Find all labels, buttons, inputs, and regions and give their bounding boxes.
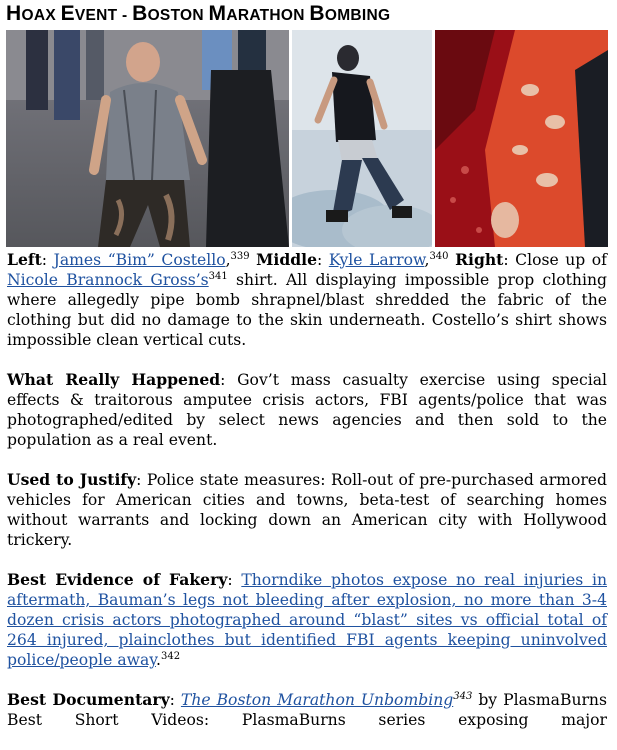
document-body [7,250,607,750]
footnote-339: 339 [230,250,250,262]
what-happened-paragraph: What Really Happened: Gov’t mass casualty exercise using special effects & traitorous amputee crisis actors, FBI agents/police that was photographed/edited by select news agencies and then sold to the population as a real event. [7,370,607,449]
page-title: HOAX EVENT - BOSTON MARATHON BOMBING [6,2,391,25]
link-documentary[interactable]: The Boston Marathon Unbombing [180,691,454,709]
link-gross[interactable]: Nicole Brannock Gross’s [7,271,209,289]
photo-middle [292,30,432,247]
photo-right [435,30,608,247]
photo-left [6,30,289,247]
footnote-341: 341 [208,270,228,282]
best-documentary-paragraph: Best Documentary: The Boston Marathon Unbombing$^{343}$ by PlasmaBurns Best Short Videos: PlasmaBurns series exposing major [7,690,607,729]
caption-paragraph: Left: James “Bim” Costello,$^{339}$ Middle: Kyle Larrow,$^{340}$ Right: Close up of Nicole Brannock $Gross’s^{341}$ shirt. All displaying impossible prop clothing where allegedly pipe bomb shrapnel/blast shredded the fabric of the clothing but did no damage to the skin underneath. Costello’s shirt shows impossible clean vertical cuts. [7,250,607,349]
footnote-342: 342 [160,650,181,662]
footnote-340: 340 [429,250,449,262]
best-evidence-paragraph: Best Evidence of Fakery: Thorndike photos expose no real injuries in aftermath, Bauman’s legs not bleeding after explosion, no more than 3-4 dozen crisis actors photographed around “blast” sites vs official total of 264 injured, plainclothes but identified FBI agents keeping uninvolved police/people away.$^{342}$ [7,570,607,669]
link-costello[interactable]: James “Bim” Costello [53,251,226,269]
footnote-343: 343 [453,690,473,702]
used-to-justify-paragraph: Used to Justify: Police state measures: Roll-out of pre-purchased armored vehicles for American cities and towns, beta-test of searching homes without warrants and locking down an American city with Hollywood trickery. [7,470,607,549]
link-larrow[interactable]: Kyle Larrow [328,251,425,269]
link-best-evidence[interactable]: Thorndike photos expose no real injuries in aftermath, Bauman’s legs not bleeding after explosion, no more than 3-4 dozen crisis actors photographed around “blast” sites vs official total of 264 injured, plainclothes but identified FBI agents keeping uninvolved police/people away [7,571,607,669]
photo-strip [6,30,608,247]
